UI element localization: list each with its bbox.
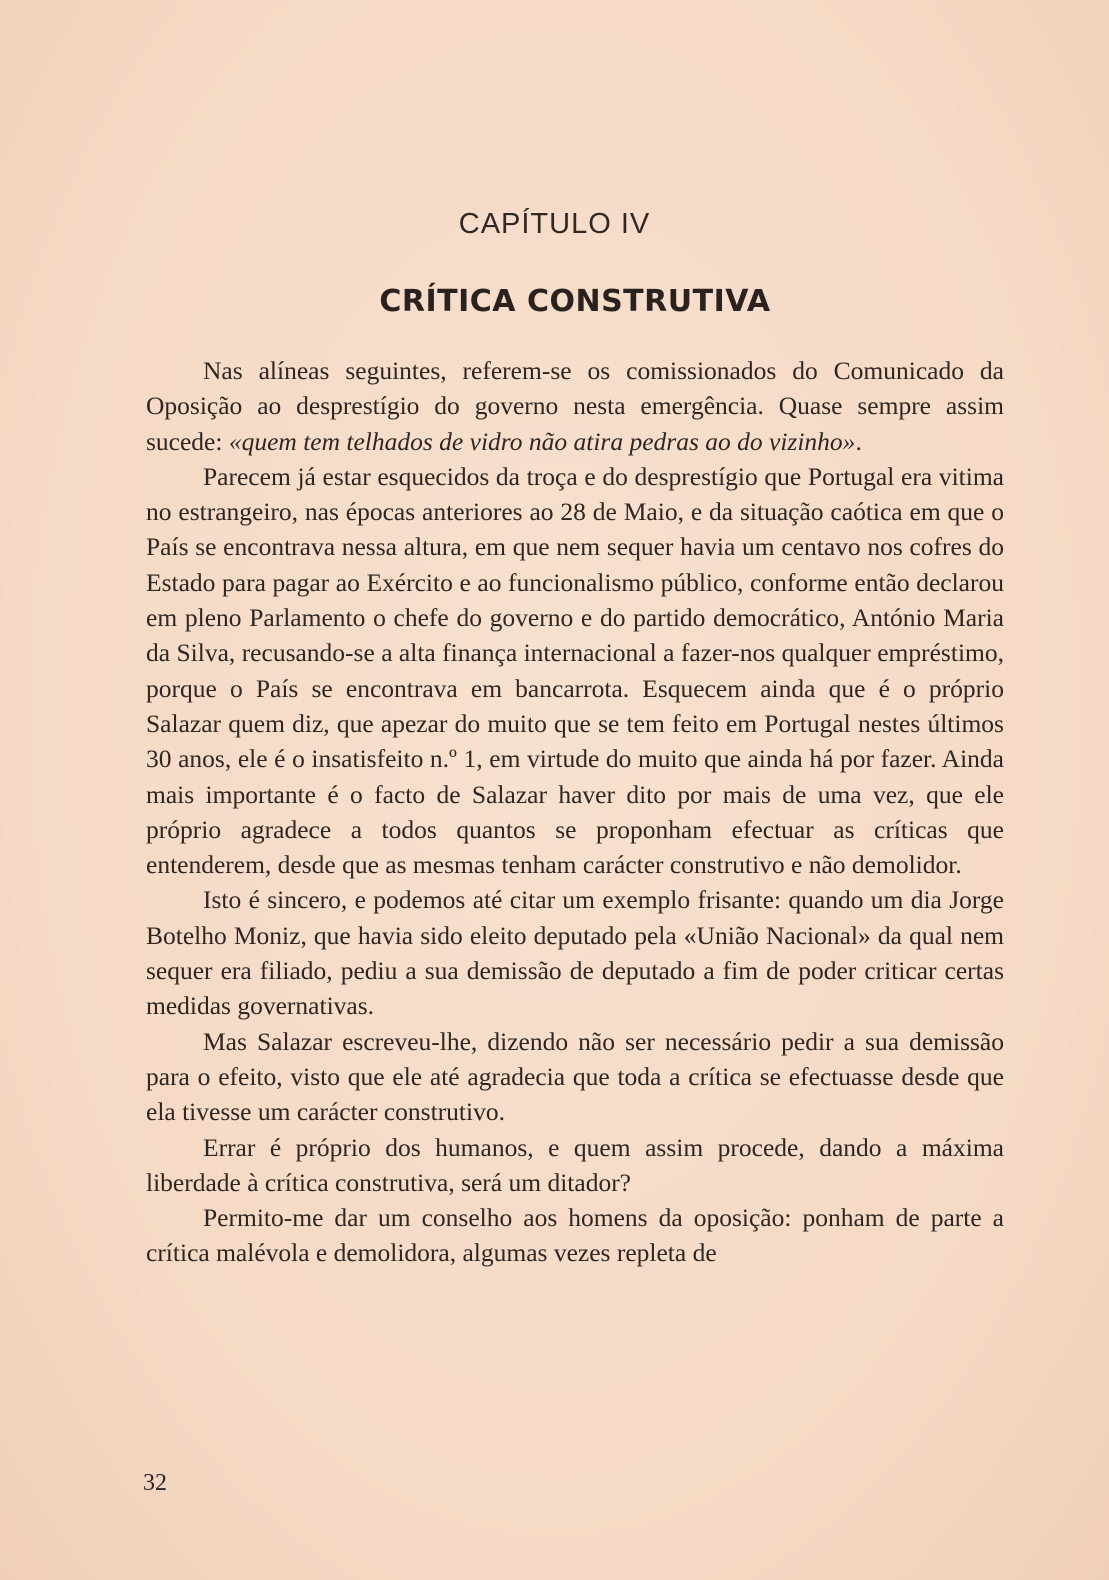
paragraph-2: Parecem já estar esquecidos da troça e do desprestígio que Portugal era vitima no estrangeiro, nas épocas anteriores ao 28 de Maio, e da situação caótica em que o País se encontrava nessa altura, em que nem sequer havia um centavo nos cofres do Estado para pagar ao Exército e ao funcionalismo público, conforme então declarou em pleno Parlamento o chefe do governo e do partido democrático, António Maria da Silva, recusando-se a alta finança internacional a fazer-nos qualquer empréstimo, porque o País se encontrava em bancarrota. Esquecem ainda que é o próprio Salazar quem diz, que apezar do muito que se tem feito em Portugal nestes últimos 30 anos, ele é o insatisfeito n.º 1, em virtude do muito que ainda há por fazer. Ainda mais importante é o facto de Salazar haver dito por mais de uma vez, que ele próprio agradece a todos quantos se proponham efectuar as críticas que entenderem, desde que as mesmas tenham carácter construtivo e não demolidor. — [146, 461, 1004, 880]
paragraph-3: Isto é sincero, e podemos até citar um exemplo frisante: quando um dia Jorge Botelho Moniz, que havia sido eleito deputado pela «União Nacional» da qual nem sequer era filiado, pediu a sua demissão de deputado a fim de poder criticar certas medidas governativas. — [146, 885, 1004, 1021]
paragraph-1-end: . — [855, 426, 862, 456]
paragraph-4: Mas Salazar escreveu-lhe, dizendo não ser necessário pedir a sua demissão para o efeito, visto que ele até agradecia que toda a crítica se efectuasse desde que ela tivesse um carácter construtivo. — [146, 1026, 1004, 1127]
proverb-quote: «quem tem telhados de vidro não atira pedras ao do vizinho» — [228, 426, 856, 456]
paragraph-5: Errar é próprio dos humanos, e quem assim procede, dando a máxima liberdade à crítica construtiva, será um ditador? — [146, 1132, 1004, 1197]
section-title: CRÍTICA CONSTRUTIVA — [379, 284, 771, 319]
paragraph-1 — [146, 353, 1004, 459]
page-number: 32 — [143, 1470, 167, 1496]
paragraph-6: Permito-me dar um conselho aos homens da oposição: ponham de parte a crítica malévola e demolidora, algumas vezes repleta de — [146, 1203, 1004, 1268]
paragraph-1-lead: Nas alíneas seguintes, referem-se os comissionados do Comunicado da Oposição ao desprestígio do governo nesta emergência. Quase sempre assim sucede: — [146, 356, 1004, 456]
chapter-heading: CAPÍTULO IV — [458, 208, 651, 240]
body-text — [146, 353, 1004, 1271]
